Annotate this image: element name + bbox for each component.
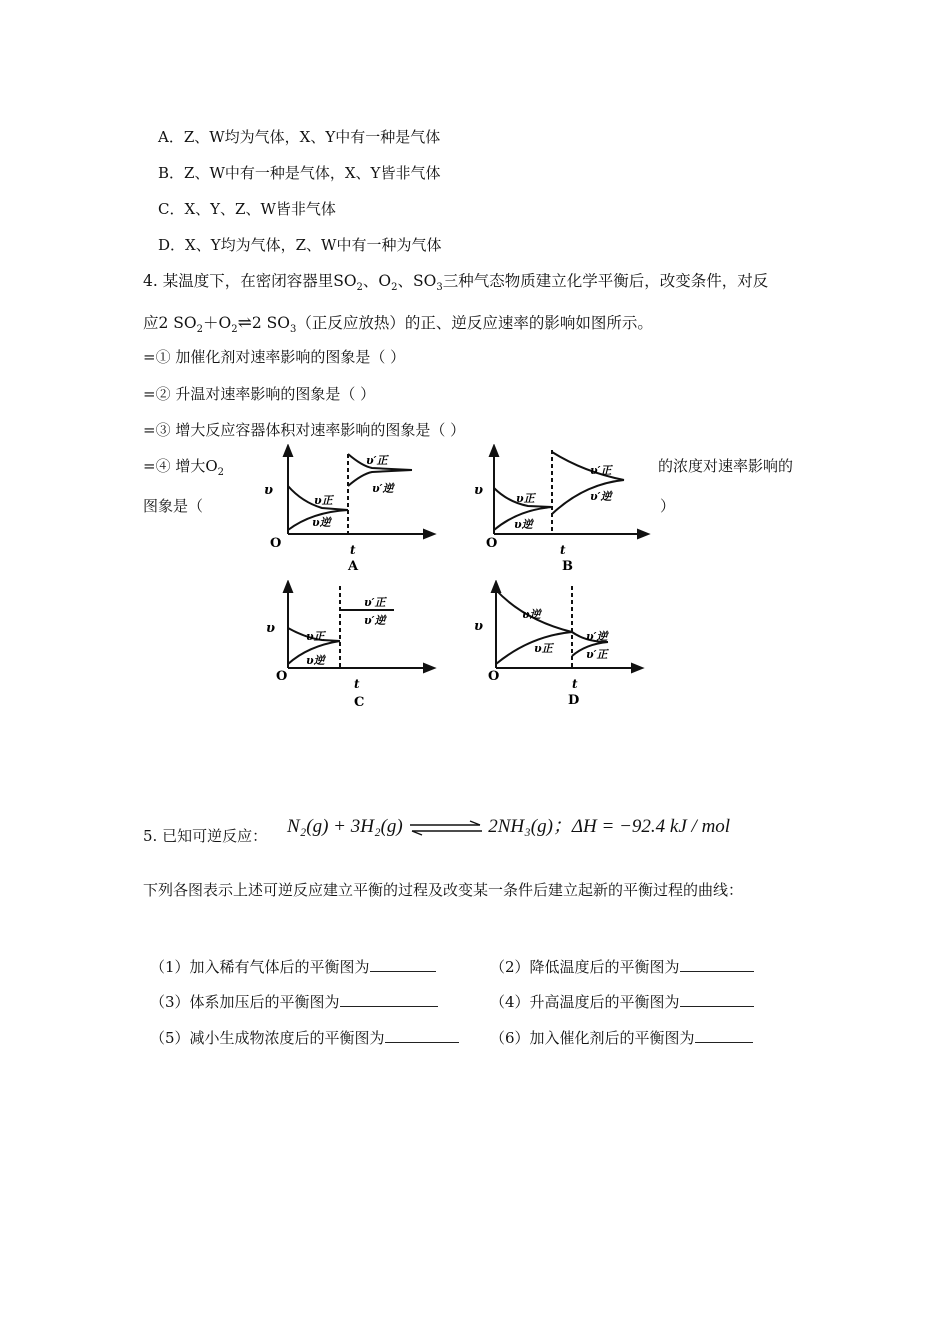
q5-equation: N₂(g) + 3H₂(g) 2NH₃(g)；ΔH = −92.4 kJ / mol [287, 816, 731, 837]
v-rev-label: υ逆 [312, 516, 331, 529]
graph-text-label: t [572, 677, 578, 691]
graph-c-label: C [354, 695, 365, 710]
v-rev-prime-label: υ′逆 [372, 482, 394, 495]
q4-item-4-line2-right: ） [660, 497, 676, 515]
equilibrium-arrow-icon: ⇌ [237, 313, 252, 333]
q4-item-1: =① 加催化剂对速率影响的图象是（ ） [143, 348, 406, 366]
q4-item-4-line2-left: 图象是（ [143, 497, 204, 515]
option-b: B．Z、W中有一种是气体，X、Y皆非气体 [158, 164, 441, 182]
graph-b [474, 444, 664, 574]
graph-text-label: υ [474, 483, 484, 498]
v-fwd-label: υ正 [314, 494, 333, 507]
graph-d [474, 580, 664, 710]
graph-text-label: υ逆 [514, 518, 533, 531]
axis-y-label: υ [264, 483, 274, 498]
graph-text-label: υ逆 [306, 654, 325, 667]
option-a: A．Z、W均为气体，X、Y中有一种是气体 [158, 128, 441, 146]
graph-text-label: υ′正 [590, 464, 612, 477]
q5-item-3: （3）体系加压后的平衡图为 [150, 992, 438, 1012]
graph-c [262, 580, 442, 710]
graph-text-label: υ′正 [364, 596, 386, 609]
option-c: C．X、Y、Z、W皆非气体 [158, 200, 336, 218]
graph-d-label: D [568, 693, 580, 708]
graph-text-label: υ [266, 621, 276, 636]
q4-item-2: =② 升温对速率影响的图象是（ ） [143, 385, 376, 403]
graph-b-label: B [562, 559, 573, 574]
axis-x-label: t [350, 543, 356, 557]
graph-text-label: υ正 [306, 630, 325, 643]
graph-text-label: υ′逆 [364, 614, 386, 627]
q5-prefix: 5. 已知可逆反应： [143, 827, 268, 845]
q4-item-3: =③ 增大反应容器体积对速率影响的图象是（ ） [143, 421, 466, 439]
graph-text-label: O [276, 669, 288, 684]
q5-item-5: （5）减小生成物浓度后的平衡图为 [150, 1028, 459, 1048]
q5-item-6: （6）加入催化剂后的平衡图为 [490, 1028, 753, 1048]
origin-label: O [270, 536, 282, 551]
graph-text-label: υ′正 [586, 648, 608, 661]
q4-item-4-left: =④ 增大$O_2$ [143, 457, 225, 478]
q4-stem-line1: 4. 某温度下，在密闭容器里$SO_2$、$O_2$、$SO_3$三种气态物质建立化学平衡后，改变条件，对反 [143, 272, 769, 293]
graph-a [262, 444, 442, 574]
graph-text-label: υ正 [516, 492, 535, 505]
graph-text-label: O [486, 536, 498, 551]
graph-text-label: υ [474, 619, 484, 634]
graph-text-label: υ正 [534, 642, 553, 655]
q4-item-4-right: 的浓度对速率影响的 [658, 457, 794, 475]
graph-text-label: υ′逆 [586, 630, 608, 643]
graph-text-label: υ′逆 [590, 490, 612, 503]
q4-stem-line2: 应2 $SO_2+O_2\rightleftharpoons 2$ $SO_3$（正反应放热）的正、逆反应速率的影响如图所示。 [143, 313, 653, 335]
q5-item-4: （4）升高温度后的平衡图为 [490, 992, 754, 1012]
graph-text-label: υ逆 [522, 608, 541, 621]
graph-text-label: t [560, 543, 566, 557]
q5-item-1: （1）加入稀有气体后的平衡图为 [150, 957, 436, 977]
option-d: D．X、Y均为气体，Z、W中有一种为气体 [158, 236, 442, 254]
v-fwd-prime-label: υ′正 [366, 454, 388, 467]
graph-a-label: A [348, 559, 359, 574]
reversible-arrow-icon [408, 820, 484, 836]
q5-item-2: （2）降低温度后的平衡图为 [490, 957, 754, 977]
q5-intro: 下列各图表示上述可逆反应建立平衡的过程及改变某一条件后建立起新的平衡过程的曲线： [143, 881, 744, 899]
graph-text-label: O [488, 669, 500, 684]
graph-text-label: t [354, 677, 360, 691]
